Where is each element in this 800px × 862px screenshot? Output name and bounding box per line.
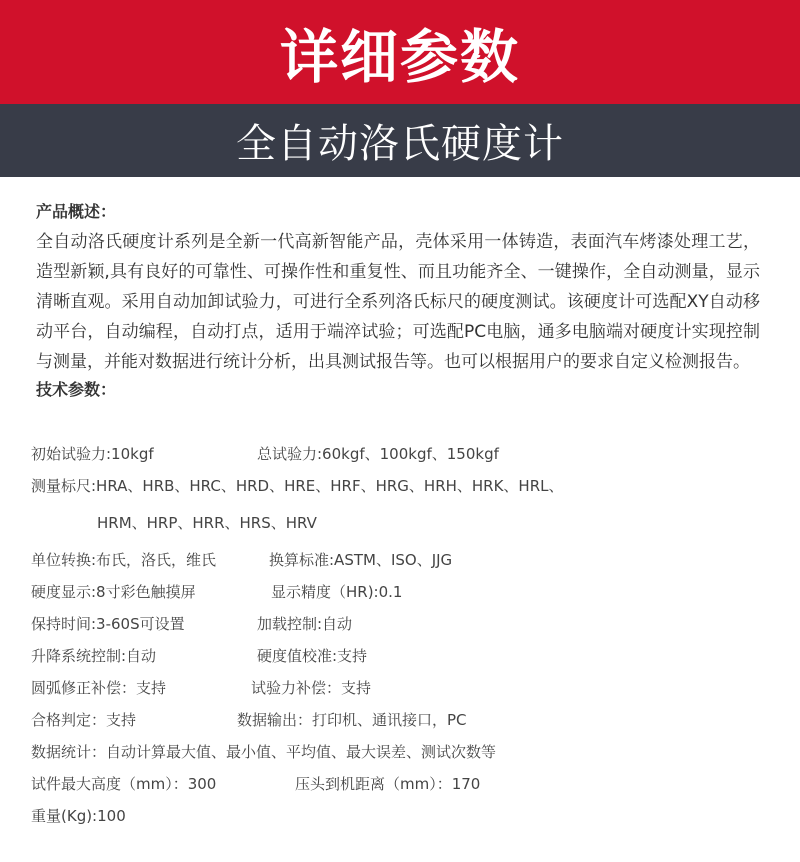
spec-row [31,469,760,501]
spec-left: 硬度显示:8寸彩色触摸屏 [31,582,196,601]
spec-right: 加载控制:自动 [257,614,353,633]
spec-left: HRM、HRP、HRR、HRS、HRV [97,513,317,532]
spec-right: 换算标准:ASTM、ISO、JJG [269,550,453,569]
subtitle-banner [0,104,800,177]
spec-right: 试验力补偿：支持 [251,678,372,697]
spec-row [31,639,760,671]
spec-row [31,575,760,607]
content-area [0,177,800,831]
spec-row [31,767,760,799]
spec-right: 数据输出：打印机、通讯接口，PC [237,710,467,729]
overview-heading: 产品概述： [36,202,117,221]
spec-left: 重量(Kg):100 [31,806,126,825]
spec-row [31,671,760,703]
spec-row [31,607,760,639]
spec-left: 升降系统控制:自动 [31,646,157,665]
spec-list [31,437,760,831]
page-title: 详细参数 [279,23,520,91]
spec-right: 硬度值校准:支持 [257,646,368,665]
spec-left: 试件最大高度（mm）：300 [31,774,217,793]
overview-text: 全自动洛氏硬度计系列是全新一代高新智能产品，壳体采用一体铸造，表面汽车烤漆处理工艺，造型新颖,具有良好的可靠性、可操作性和重复性、而且功能齐全、一键操作，全自动测量，显示清晰直观。采用自动加卸试验力，可进行全系列洛氏标尺的硬度测试。该硬度计可选配XY自动移动平台，自动编程，自动打点，适用于端淬试验；可选配PC电脑，通多电脑端对硬度计实现控制与测量，并能对数据进行统计分析，出具测试报告等。也可以根据用户的要求自定义检测报告。 [36,232,760,372]
spec-left: 合格判定：支持 [31,710,137,729]
spec-row [31,799,760,831]
title-banner [0,0,800,104]
spec-left: 数据统计：自动计算最大值、最小值、平均值、最大误差、测试次数等 [31,742,497,761]
spec-left: 测量标尺:HRA、HRB、HRC、HRD、HRE、HRF、HRG、HRH、HRK、HRL、 [31,476,564,495]
spec-left: 初始试验力:10kgf [31,444,154,463]
spec-right: 压头到机距离（mm）：170 [295,774,481,793]
spec-row [31,703,760,735]
spec-row [31,501,760,543]
spec-right: 总试验力:60kgf、100kgf、150kgf [257,444,499,463]
product-name: 全自动洛氏硬度计 [236,121,564,167]
spec-row [31,735,760,767]
spec-row [31,437,760,469]
spec-left: 单位转换:布氏，洛氏，维氏 [31,550,217,569]
spec-left: 保持时间:3-60S可设置 [31,614,185,633]
spec-left: 圆弧修正补偿：支持 [31,678,167,697]
spec-right: 显示精度（HR):0.1 [271,582,403,601]
specs-heading: 技术参数： [36,380,117,399]
spec-row [31,543,760,575]
